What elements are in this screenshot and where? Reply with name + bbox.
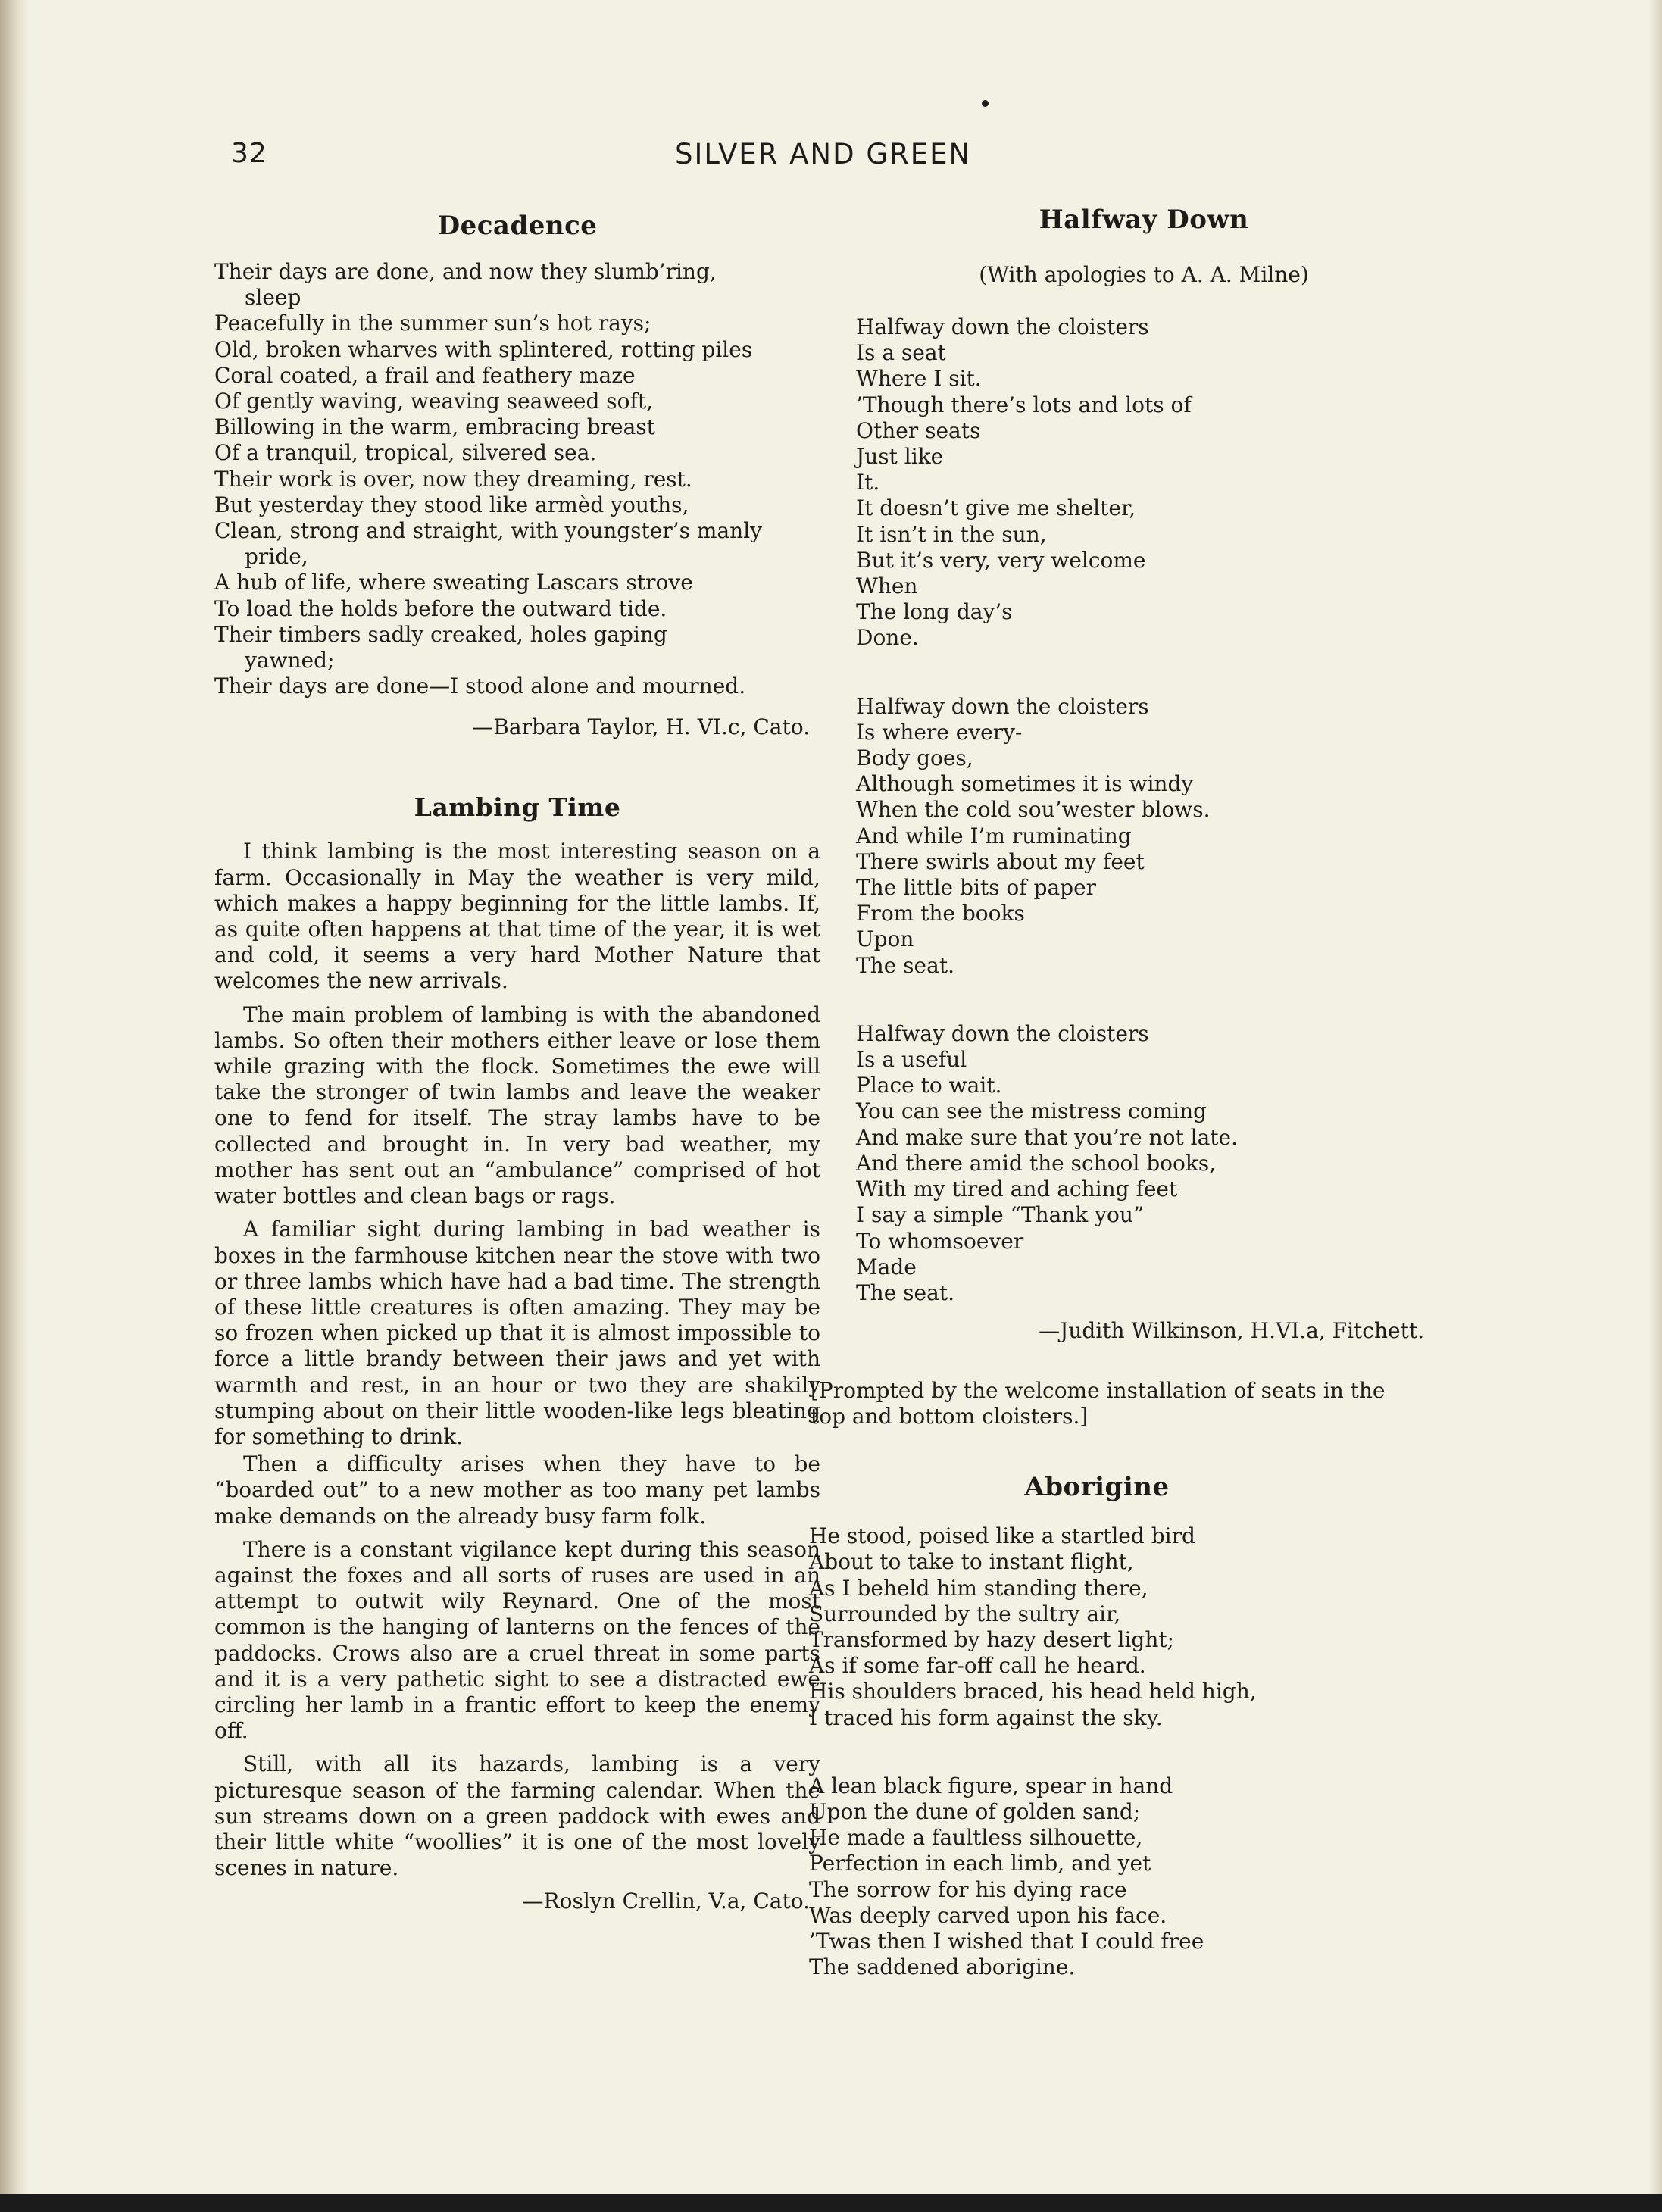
poem-line: It isn’t in the sun,	[856, 521, 1047, 547]
poem-line: There swirls about my feet	[856, 848, 1145, 874]
poem-line: And there amid the school books,	[856, 1150, 1217, 1176]
poem-decadence	[214, 211, 820, 739]
poem-halfway-down	[856, 205, 1432, 1343]
poem-line: Where I sit.	[856, 366, 982, 392]
poem-line: I say a simple “Thank you”	[856, 1202, 1145, 1228]
poem-line: Coral coated, a frail and feathery maze	[214, 362, 636, 388]
poem-line: Place to wait.	[856, 1073, 1002, 1098]
poem-line: The seat.	[856, 1279, 954, 1305]
paragraph: There is a constant vigilance kept during this season against the foxes and all sorts of ruses are used in an attempt to outwit wily Reynard. One of the most common is the hanging of lanterns on the fences of the paddocks. Crows also are a cruel threat in some parts and it is a very pathetic sight to see a distracted ewe circling her lamb in a frantic effort to keep the enemy off.	[214, 1536, 820, 1744]
poem-line: Perfection in each limb, and yet	[809, 1851, 1151, 1876]
poem-title: Decadence	[437, 211, 598, 241]
poem-title: Aborigine	[1024, 1472, 1170, 1503]
poem-line: He stood, poised like a startled bird	[809, 1523, 1195, 1549]
poem-line: ’Twas then I wished that I could free	[809, 1928, 1204, 1954]
poem-line: pride,	[245, 544, 308, 570]
left-column	[214, 211, 820, 1914]
poem-line: Upon	[856, 926, 914, 952]
poem-line: Clean, strong and straight, with youngster’s manly	[214, 518, 762, 544]
poem-line: yawned;	[245, 648, 335, 673]
stanza	[809, 1773, 1438, 1981]
poem-line: To load the holds before the outward tide.	[214, 595, 667, 621]
poem-title: Halfway Down	[1039, 205, 1249, 235]
poem-aborigine	[809, 1472, 1438, 1980]
poem-subtitle: (With apologies to A. A. Milne)	[979, 262, 1309, 287]
paragraph: I think lambing is the most interesting season on a farm. Occasionally in May the weather is very mild, which makes a happy beginning for the little lambs. If, as quite often happens at that time of the year, it is wet and cold, it seems a very hard Mother Nature that welcomes the new arrivals.	[214, 839, 820, 994]
paragraph: The main problem of lambing is with the abandoned lambs. So often their mothers either leave or lose them while grazing with the flock. Sometimes the ewe will take the stronger of twin lambs and leave the weaker one to fend for itself. The stray lambs have to be collected and brought in. In very bad weather, my mother has sent out an “ambulance” comprised of hot water bottles and clean bags or rags.	[214, 1001, 820, 1209]
poem-line: With my tired and aching feet	[856, 1176, 1178, 1202]
author-byline: —Barbara Taylor, H. VI.c, Cato.	[472, 714, 810, 740]
poem-line: The long day’s	[856, 599, 1013, 625]
poem-line: From the books	[856, 901, 1025, 926]
poem-line: Billowing in the warm, embracing breast	[214, 414, 655, 440]
poem-line: The saddened aborigine.	[809, 1954, 1076, 1980]
author-byline: —Roslyn Crellin, V.a, Cato.	[522, 1889, 810, 1914]
page-gutter-shadow	[0, 0, 29, 2212]
poem-line: Is a seat	[856, 340, 946, 366]
right-column	[809, 205, 1432, 1980]
poem-line: You can see the mistress coming	[856, 1098, 1207, 1124]
author-byline: —Judith Wilkinson, H.VI.a, Fitchett.	[1039, 1318, 1424, 1344]
poem-line: His shoulders braced, his head held high,	[809, 1679, 1257, 1704]
poem-line: The sorrow for his dying race	[809, 1876, 1127, 1902]
poem-line: It doesn’t give me shelter,	[856, 495, 1136, 521]
paragraph: A familiar sight during lambing in bad weather is boxes in the farmhouse kitchen near the stove with two or three lambs which have had a bad time. The strength of these little creatures is often amazing. They may be so frozen when picked up that it is almost impossible to force a little brandy between their jaws and yet with warmth and rest, in an hour or two they are shakily stumping about on their little wooden-like legs bleating for something to drink.	[214, 1217, 820, 1449]
essay-lambing-time	[214, 792, 820, 1914]
essay-body	[214, 839, 820, 1881]
paragraph: Then a difficulty arises when they have to be “boarded out” to a new mother as too many pet lambs make demands on the already busy farm folk.	[214, 1451, 820, 1529]
essay-title: Lambing Time	[414, 792, 621, 823]
poem-line: Their days are done, and now they slumb’ring,	[214, 259, 717, 284]
poem-line: As I beheld him standing there,	[809, 1575, 1148, 1601]
poem-line: Halfway down the cloisters	[856, 314, 1149, 339]
poem-line: Their timbers sadly creaked, holes gaping	[214, 621, 667, 647]
poem-line: But yesterday they stood like armèd youths,	[214, 492, 689, 517]
poem-line: The little bits of paper	[856, 875, 1097, 901]
paragraph: Still, with all its hazards, lambing is a very picturesque season of the farming calendar. When the sun streams down on a green paddock with ewes and their little white “woollies” it is one of the most lovely scenes in nature.	[214, 1751, 820, 1881]
poem-line: It.	[856, 470, 880, 495]
poem-line: Old, broken wharves with splintered, rotting piles	[214, 336, 753, 362]
poem-line: Of a tranquil, tropical, silvered sea.	[214, 440, 597, 466]
poem-line: Transformed by hazy desert light;	[809, 1626, 1175, 1652]
scan-bottom-border	[0, 2194, 1662, 2212]
poem-line: sleep	[245, 285, 301, 311]
poem-line: To whomsoever	[856, 1228, 1024, 1254]
poem-line: But it’s very, very welcome	[856, 547, 1146, 573]
poem-line: And make sure that you’re not late.	[856, 1124, 1239, 1150]
poem-line: A hub of life, where sweating Lascars strove	[214, 570, 693, 595]
stanza	[856, 694, 1432, 979]
running-title: SILVER AND GREEN	[675, 138, 972, 170]
poem-line: Is a useful	[856, 1047, 967, 1073]
poem-line: Body goes,	[856, 745, 973, 771]
poem-line: Halfway down the cloisters	[856, 1020, 1149, 1046]
poem-line: Halfway down the cloisters	[856, 693, 1149, 719]
poem-line: When	[856, 573, 918, 599]
page-header	[231, 138, 1398, 176]
editorial-note: [Prompted by the welcome installation of seats in the top and bottom cloisters.]	[811, 1378, 1386, 1429]
poem-line: When the cold sou’wester blows.	[856, 797, 1211, 823]
stanza	[856, 1021, 1432, 1306]
poem-line: Was deeply carved upon his face.	[809, 1902, 1167, 1928]
poem-line: Their days are done—I stood alone and mourned.	[214, 673, 746, 699]
poem-line: Surrounded by the sultry air,	[809, 1601, 1121, 1626]
poem-line: ’Though there’s lots and lots of	[856, 392, 1192, 417]
page-number: 32	[231, 138, 267, 169]
stanza	[856, 314, 1432, 651]
poem-line: Peacefully in the summer sun’s hot rays;	[214, 311, 651, 336]
poem-line: A lean black figure, spear in hand	[809, 1773, 1173, 1798]
poem-line: About to take to instant flight,	[809, 1549, 1134, 1575]
poem-line: Their work is over, now they dreaming, rest.	[214, 466, 692, 492]
poem-line: I traced his form against the sky.	[809, 1704, 1163, 1730]
poem-line: He made a faultless silhouette,	[809, 1825, 1143, 1851]
page-right-edge	[1648, 0, 1662, 2212]
poem-line: Just like	[856, 444, 944, 470]
poem-line: Upon the dune of golden sand;	[809, 1798, 1141, 1824]
poem-line: The seat.	[856, 952, 954, 978]
poem-line: Is where every-	[856, 719, 1023, 745]
poem-line: Of gently waving, weaving seaweed soft,	[214, 389, 654, 414]
poem-line: Made	[856, 1254, 917, 1279]
poem-line: And while I’m ruminating	[856, 823, 1132, 848]
poem-body	[214, 259, 820, 699]
ink-speck	[982, 100, 989, 107]
poem-line: As if some far-off call he heard.	[809, 1653, 1146, 1679]
stanza	[809, 1523, 1438, 1731]
poem-line: Done.	[856, 625, 919, 651]
poem-line: Although sometimes it is windy	[856, 771, 1194, 797]
poem-line: Other seats	[856, 417, 981, 443]
